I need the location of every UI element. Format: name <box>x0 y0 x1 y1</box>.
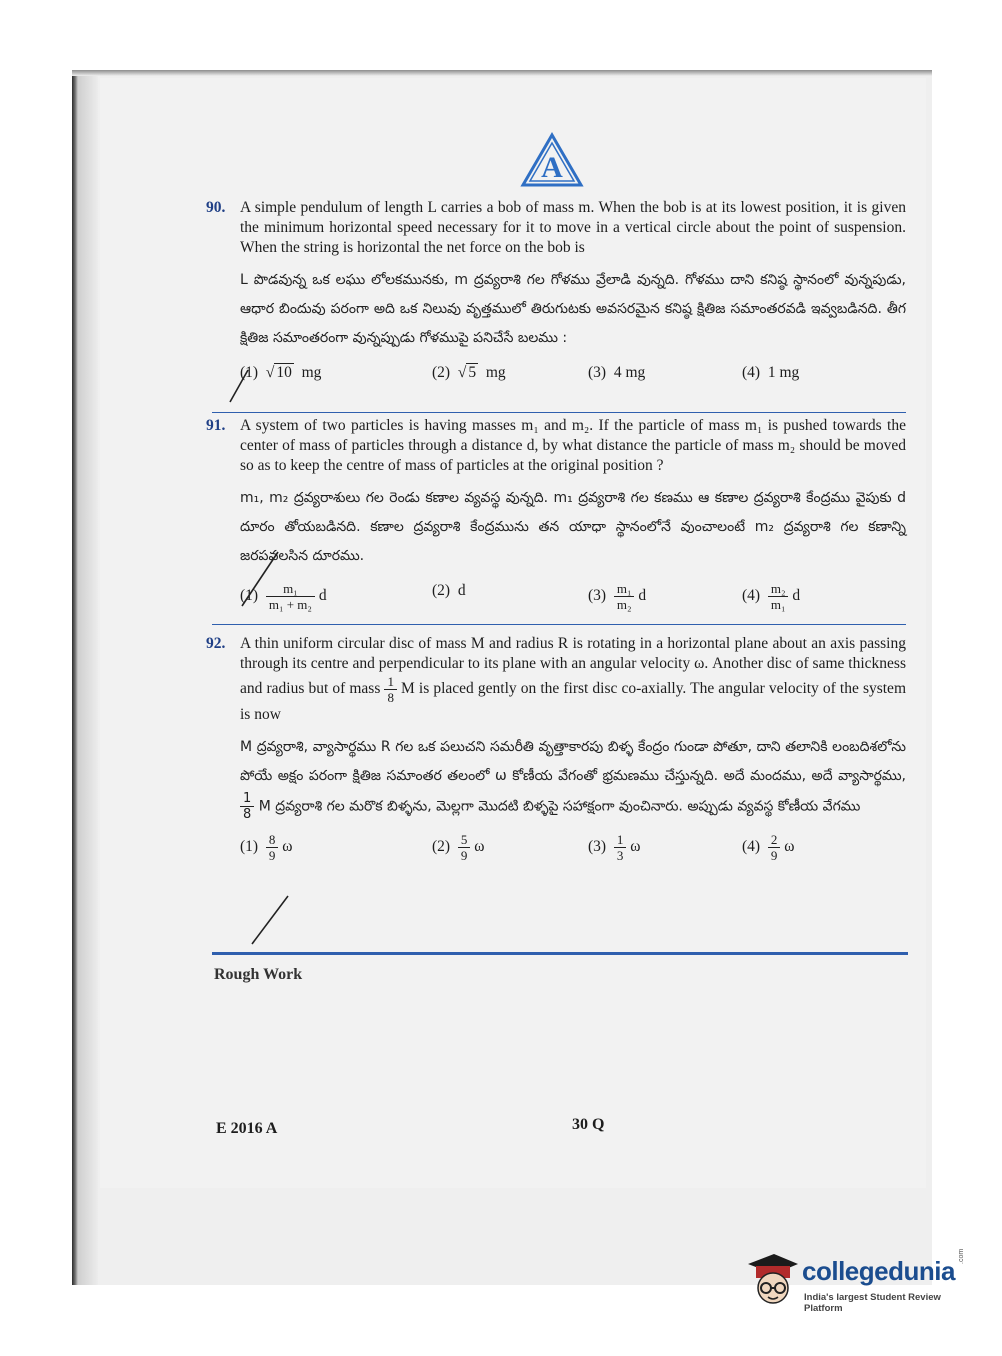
question-text-telugu: M ద్రవ్యరాశి, వ్యాసార్థము R గల ఒక పలుచని సమరీతి వృత్తాకారపు బిళ్ళ కేంద్రం గుండా పోతూ, దాని తలానికి లంబదిశలోను పోయే అక్షం పరంగా క్షితిజ సమాంతర తలంలో ω కోణీయ వేగంతో భ్రమణము చేస్తున్నది. అదే మందము, అదే వ్యాసార్థము, $\frac{1}{8}$ M ద్రవ్యరాశి గల మరొక బిళ్ళను, మెల్లగా మొదటి బిళ్ళపై సహాక్షంగా వుంచినారు. అప్పుడు వ్యవస్థ కోణీయ వేగము <box>240 739 906 822</box>
option-4[interactable]: (4) $\frac{\text{m₂}}{\text{m₁}}$ d <box>742 581 801 612</box>
brand-name: collegedunia <box>802 1256 955 1286</box>
question-91 <box>206 416 906 617</box>
question-number: 92. <box>206 635 226 652</box>
option-1[interactable]: (1) $\frac{8}{9}$ ω <box>240 832 293 863</box>
scan-top-edge-shadow <box>72 70 932 76</box>
option-3[interactable]: (3) 4 mg <box>588 364 646 381</box>
option-3[interactable]: (3) $\frac{\text{m₁}}{\text{m₂}}$ d <box>588 581 647 612</box>
option-2[interactable]: (2) √ 5 mg <box>432 364 506 381</box>
fraction: $\frac{1}{8}$ <box>240 791 254 822</box>
question-text-telugu: m₁, m₂ ద్రవ్యరాశులు గల రెండు కణాల వ్యవస్థ వున్నది. m₁ ద్రవ్యరాశి గల కణము ఆ కణాల ద్రవ్యరాశి కేంద్రము వైపుకు d దూరం తోయబడినది. కణాల ద్రవ్యరాశి కేంద్రమును తన యాధా స్థానంలోనే వుంచాలంటే m₂ ద్రవ్యరాశి గల కణాన్ని జరపవలసిన దూరము. <box>240 490 906 564</box>
question-text-english: A simple pendulum of length L carries a bob of mass m. When the bob is at its lowest position, it is given the minimum horizontal speed necessary for it to move in a vertical circle about the point of suspension. When the string is horizontal the net force on the bob is <box>240 199 906 256</box>
booklet-code-letter: A <box>541 151 563 184</box>
scan-left-edge-shadow <box>72 70 98 1285</box>
brand-tagline: India's largest Student Review Platform <box>804 1292 941 1314</box>
option-4[interactable]: (4) 1 mg <box>742 364 800 381</box>
fraction: $\frac{2}{9}$ <box>768 832 781 863</box>
option-3[interactable]: (3) $\frac{1}{3}$ ω <box>588 832 641 863</box>
options-row <box>206 828 906 868</box>
question-text-telugu: L పొడవున్న ఒక లఘు లోలకమునకు, m ద్రవ్యరాశి గల గోళము వ్రేలాడి వున్నది. గోళము దాని కనిష్ఠ స్థానంలో వున్నపుడు, ఆధార బిందువు పరంగా అది ఒక నిలువు వృత్తములో తిరుగుటకు అవసరమైన కనిష్ఠ క్షితిజ సమాంతరవడి ఇవ్వబడినది. తీగ క్షితిజ సమాంతరంగా వున్నప్పుడు గోళముపై పనిచేసే బలము : <box>240 272 906 346</box>
fraction: $\frac{\text{m₁}}{\text{m₁ + m₂}}$ <box>266 581 315 612</box>
question-divider <box>212 412 906 413</box>
question-text-english: A thin uniform circular disc of mass M and radius R is rotating in a horizontal plane about an axis passing through its centre and perpendicular to its plane with an angular velocity ω. Another disc of same thickness and radius but of mass $\frac{1}{8}$ M is placed gently on the first disc co-axially. The angular velocity of the system is now <box>240 635 906 723</box>
answer-tick-mark <box>246 892 296 948</box>
question-92 <box>206 634 906 868</box>
fraction: $\frac{\text{m₁}}{\text{m₂}}$ <box>614 581 635 612</box>
brand-suffix: .com <box>958 1248 965 1264</box>
page-number: 30 Q <box>572 1116 605 1133</box>
question-90 <box>206 198 906 393</box>
booklet-code-badge <box>520 132 584 188</box>
fraction: $\frac{5}{9}$ <box>458 832 471 863</box>
fraction: $\frac{8}{9}$ <box>266 832 279 863</box>
options-row <box>206 577 906 617</box>
question-text-english: A system of two particles is having masses m₁ and m₂. If the particle of mass m₁ is pushed towards the center of mass of particles through a distance d, by what distance the particle of mass m₂ should be moved so as to keep the centre of mass of particles at the original position ? <box>240 417 906 474</box>
fraction: $\frac{\text{m₂}}{\text{m₁}}$ <box>768 581 789 612</box>
option-4[interactable]: (4) $\frac{2}{9}$ ω <box>742 832 795 863</box>
option-2[interactable]: (2) d <box>432 582 466 599</box>
section-divider <box>212 952 908 955</box>
rough-work-label: Rough Work <box>214 966 303 983</box>
option-1[interactable]: (1) $\frac{\text{m₁}}{\text{m₁ + m₂}}$ d <box>240 581 327 612</box>
fraction: $\frac{1}{3}$ <box>614 832 627 863</box>
question-divider <box>212 624 906 625</box>
mascot-logo-icon <box>744 1250 800 1312</box>
answer-tick-mark <box>238 548 288 610</box>
fraction: $\frac{1}{8}$ <box>384 674 397 705</box>
option-1[interactable]: (1) √ 10 mg <box>240 364 322 381</box>
option-2[interactable]: (2) $\frac{5}{9}$ ω <box>432 832 485 863</box>
question-number: 91. <box>206 417 226 434</box>
answer-tick-mark <box>226 366 266 406</box>
options-row <box>206 359 906 393</box>
paper-code: E 2016 A <box>216 1120 278 1137</box>
question-number: 90. <box>206 199 226 216</box>
brand-watermark <box>744 1250 974 1314</box>
